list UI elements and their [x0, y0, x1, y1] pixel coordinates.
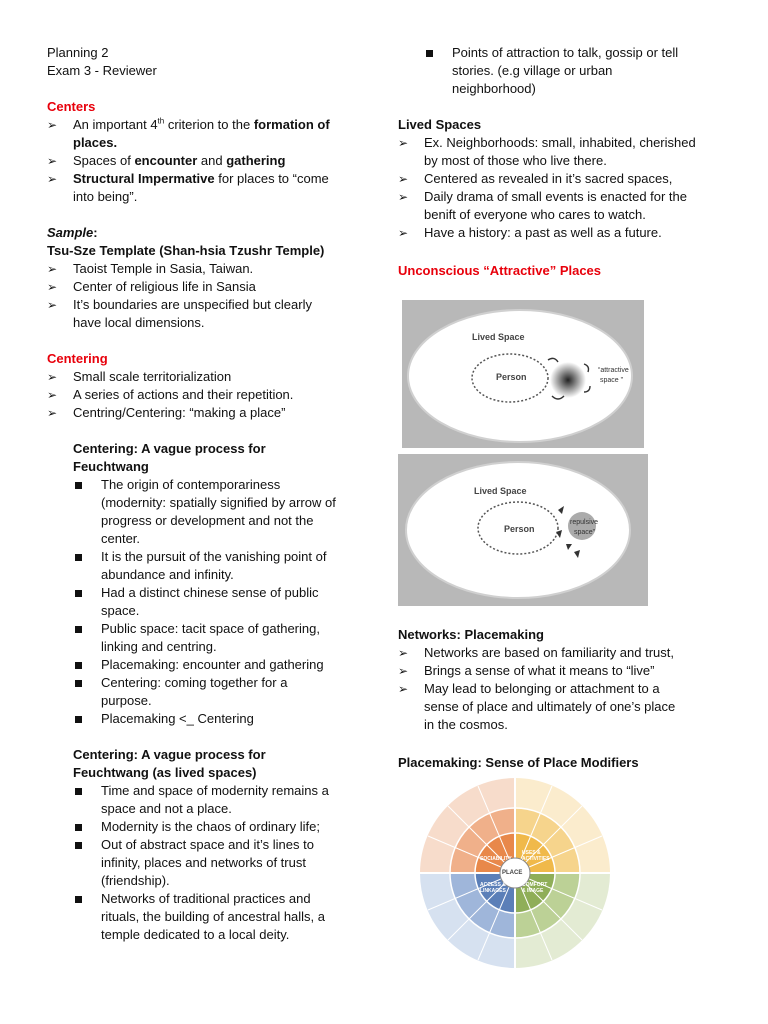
centering-item: A series of actions and their repetition. — [73, 387, 294, 402]
vague1-line: abundance and infinity. — [101, 567, 234, 582]
centering-item: Small scale territorialization — [73, 369, 232, 384]
fig1-side-label: “attractive — [598, 367, 629, 374]
centering-heading: Centering — [47, 351, 108, 366]
sociability-label: SOCIABILITY — [480, 856, 512, 862]
vague2-title: Centering: A vague process for — [73, 747, 266, 762]
vague1-line: center. — [101, 531, 141, 546]
arrow-bullet-icon: ➢ — [47, 172, 58, 186]
square-bullet-icon — [75, 662, 82, 669]
square-bullet-icon — [75, 482, 82, 489]
vague2-line: Out of abstract space and it’s lines to — [101, 837, 314, 852]
fig1-side-label-cont: space ” — [600, 377, 623, 384]
vague1-line: Placemaking: encounter and gathering — [101, 657, 324, 672]
centers-item-2: Spaces of encounter and gathering — [73, 153, 286, 168]
vague1-line: Had a distinct chinese sense of public — [101, 585, 319, 600]
vague1-line: Centering: coming together for a — [101, 675, 288, 690]
arrow-bullet-icon: ➢ — [398, 226, 409, 240]
vague2-line: Modernity is the chaos of ordinary life; — [101, 819, 320, 834]
square-bullet-icon — [75, 590, 82, 597]
networks-line: Networks are based on familiarity and trust, — [424, 645, 674, 660]
sample-item: It’s boundaries are unspecified but clearly — [73, 297, 312, 312]
access-linkages-label: ACCESS & LINKAGES — [480, 882, 506, 894]
centers-item-3: Structural Impermative for places to “come — [73, 171, 329, 186]
lived-line: by most of those who live there. — [424, 153, 607, 168]
square-bullet-icon — [75, 554, 82, 561]
vague1-line: The origin of contemporariness — [101, 477, 281, 492]
sample-item: Center of religious life in Sansia — [73, 279, 256, 294]
vague1-line: It is the pursuit of the vanishing point of — [101, 549, 327, 564]
square-bullet-icon — [75, 842, 82, 849]
vague1-line: Placemaking <_ Centering — [101, 711, 254, 726]
sample-item-cont: have local dimensions. — [73, 315, 205, 330]
vague2-line: Time and space of modernity remains a — [101, 783, 329, 798]
square-bullet-icon — [75, 716, 82, 723]
vague2-line: space and not a place. — [101, 801, 232, 816]
arrow-bullet-icon: ➢ — [47, 118, 58, 132]
networks-line: May lead to belonging or attachment to a — [424, 681, 660, 696]
lived-line: Daily drama of small events is enacted for the — [424, 189, 688, 204]
square-bullet-icon — [75, 824, 82, 831]
vague2-line: temple dedicated to a local deity. — [101, 927, 290, 942]
vague1-line: (modernity: spatially signified by arrow of — [101, 495, 336, 510]
vague2-title-cont: Feuchtwang (as lived spaces) — [73, 765, 257, 780]
vague1-line: linking and centring. — [101, 639, 217, 654]
sample-label: Sample: — [47, 225, 98, 240]
fig1-lived-space-label: Lived Space — [472, 332, 525, 342]
centers-item-3-cont: into being”. — [73, 189, 138, 204]
vague2-line: rituals, the building of ancestral halls, a — [101, 909, 326, 924]
centering-item: Centring/Centering: “making a place” — [73, 405, 286, 420]
square-bullet-icon — [75, 788, 82, 795]
square-bullet-icon — [426, 50, 433, 57]
arrow-bullet-icon: ➢ — [398, 172, 409, 186]
lived-line: benift of everyone who cares to watch. — [424, 207, 646, 222]
vague1-line: purpose. — [101, 693, 152, 708]
arrow-bullet-icon: ➢ — [398, 646, 409, 660]
fig1-person-label: Person — [496, 372, 527, 382]
lived-spaces-heading: Lived Spaces — [398, 117, 482, 132]
arrow-bullet-icon: ➢ — [47, 262, 58, 276]
lived-line: Have a history: a past as well as a future. — [424, 225, 662, 240]
vague1-line: space. — [101, 603, 140, 618]
vague1-title: Centering: A vague process for — [73, 441, 266, 456]
arrow-bullet-icon: ➢ — [398, 664, 409, 678]
comfort-image-label: COMFORT & IMAGE — [522, 882, 548, 894]
attraction-line: stories. (e.g village or urban — [452, 63, 613, 78]
centers-heading: Centers — [47, 99, 96, 114]
vague2-line: (friendship). — [101, 873, 170, 888]
repulsive-space-figure — [398, 454, 648, 606]
fig2-side-label: repulsive — [570, 519, 599, 526]
doc-title: Planning 2 — [47, 45, 109, 60]
doc-subtitle: Exam 3 - Reviewer — [47, 63, 157, 78]
arrow-bullet-icon: ➢ — [398, 136, 409, 150]
vague1-line: Public space: tacit space of gathering, — [101, 621, 320, 636]
lived-line: Ex. Neighborhoods: small, inhabited, cherished — [424, 135, 696, 150]
networks-line: sense of place and ultimately of one’s place — [424, 699, 676, 714]
networks-line: Brings a sense of what it means to “live” — [424, 663, 655, 678]
networks-heading: Networks: Placemaking — [398, 627, 544, 642]
lived-line: Centered as revealed in it’s sacred spaces, — [424, 171, 673, 186]
arrow-bullet-icon: ➢ — [47, 298, 58, 312]
fig2-side-label-cont: space” — [574, 529, 596, 536]
fig2-person-label: Person — [504, 524, 535, 534]
square-bullet-icon — [75, 626, 82, 633]
arrow-bullet-icon: ➢ — [47, 388, 58, 402]
square-bullet-icon — [75, 896, 82, 903]
attractive-space-figure — [402, 300, 644, 448]
sample-title: Tsu-Sze Template (Shan-hsia Tzushr Temple) — [47, 243, 325, 258]
arrow-bullet-icon: ➢ — [47, 406, 58, 420]
centers-item-1: An important 4th criterion to the formation of — [73, 116, 330, 132]
arrow-bullet-icon: ➢ — [398, 682, 409, 696]
attraction-line: Points of attraction to talk, gossip or tell — [452, 45, 679, 60]
attraction-line: neighborhood) — [452, 81, 536, 96]
arrow-bullet-icon: ➢ — [398, 190, 409, 204]
uses-activities-label: USES & ACTIVITIES — [522, 850, 550, 862]
place-center-label: PLACE — [502, 870, 523, 876]
unconscious-heading: Unconscious “Attractive” Places — [398, 263, 602, 278]
sample-item: Taoist Temple in Sasia, Taiwan. — [73, 261, 254, 276]
vague2-line: Networks of traditional practices and — [101, 891, 311, 906]
square-bullet-icon — [75, 680, 82, 687]
centers-item-1-cont: places. — [73, 135, 118, 150]
place-diagram — [418, 776, 612, 970]
vague1-line: progress or development and not the — [101, 513, 314, 528]
vague2-line: infinity, places and networks of trust — [101, 855, 306, 870]
modifiers-heading: Placemaking: Sense of Place Modifiers — [398, 755, 639, 770]
vague1-title-cont: Feuchtwang — [73, 459, 149, 474]
arrow-bullet-icon: ➢ — [47, 154, 58, 168]
arrow-bullet-icon: ➢ — [47, 280, 58, 294]
fig2-lived-space-label: Lived Space — [474, 486, 527, 496]
networks-line: in the cosmos. — [424, 717, 508, 732]
arrow-bullet-icon: ➢ — [47, 370, 58, 384]
